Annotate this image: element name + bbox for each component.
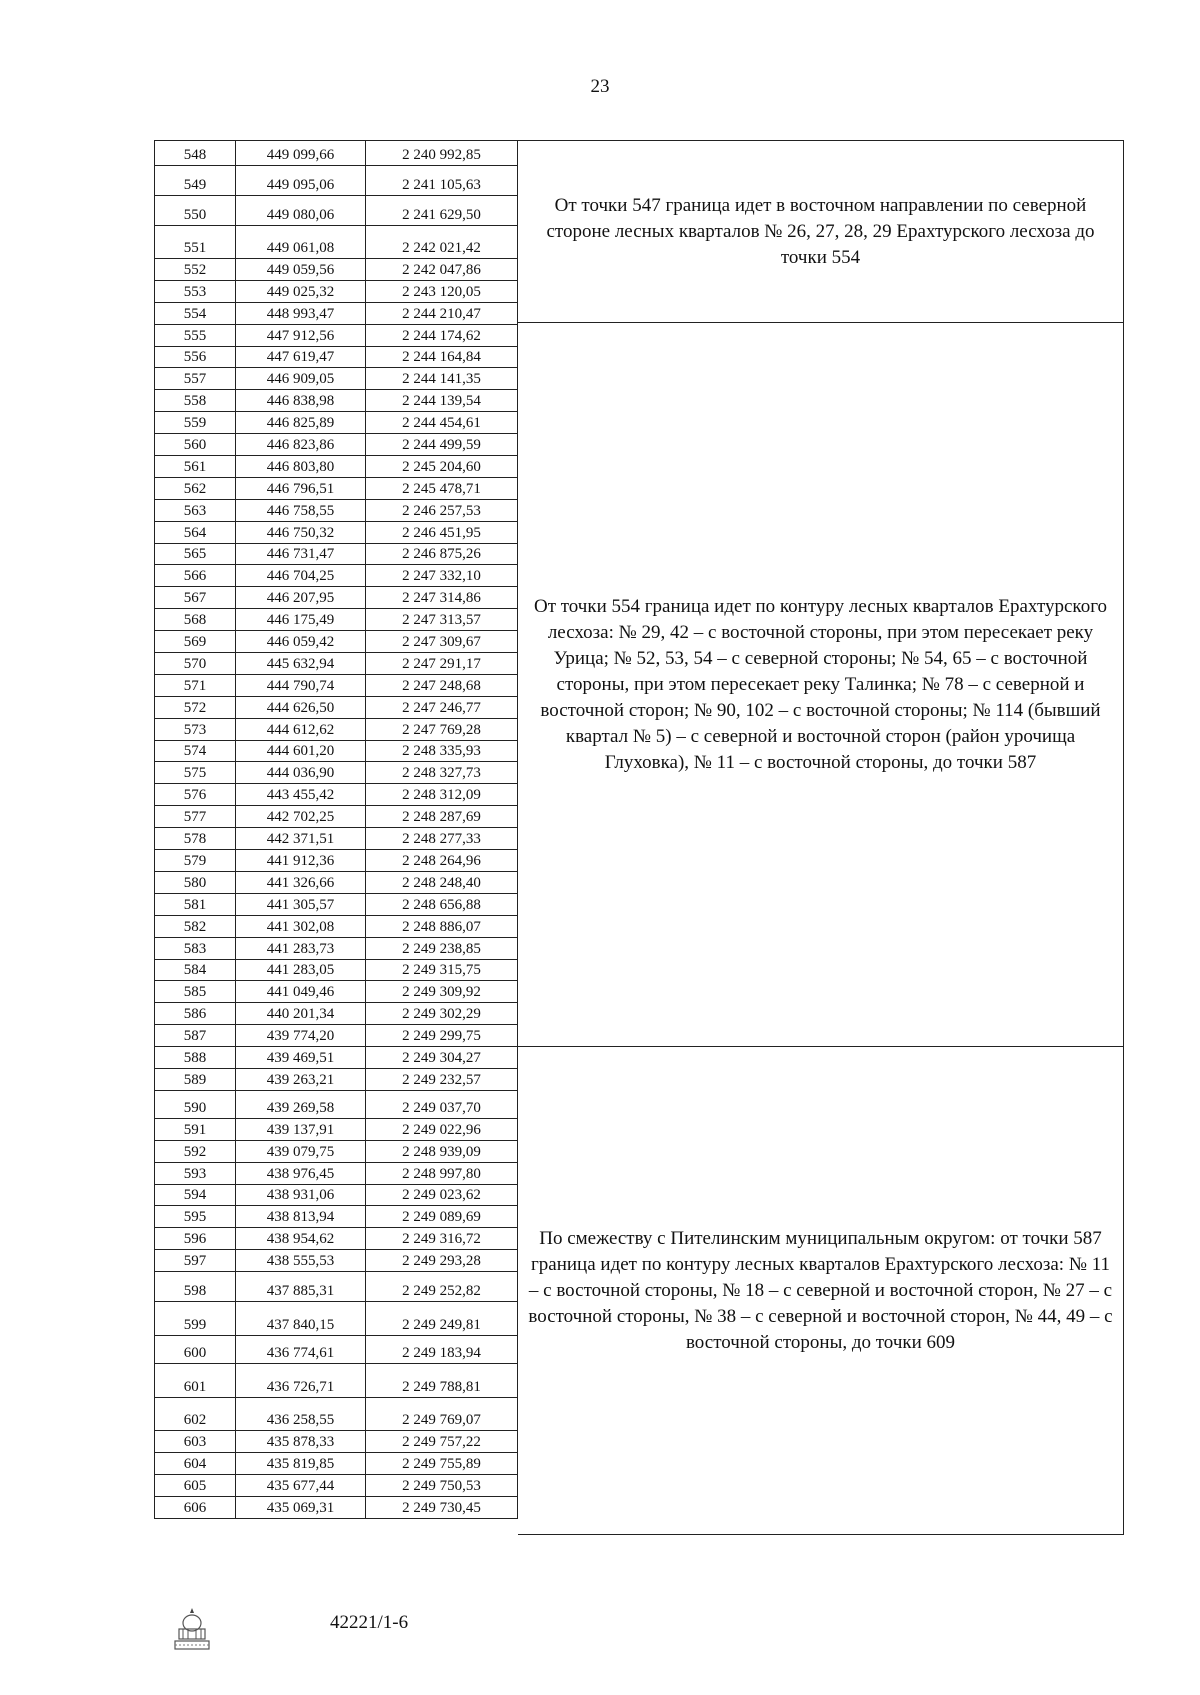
y-coordinate-cell: 2 243 120,05 — [366, 281, 518, 303]
y-coordinate-cell: 2 247 313,57 — [366, 609, 518, 631]
x-coordinate-cell: 442 371,51 — [236, 828, 366, 850]
y-coordinate-cell: 2 244 164,84 — [366, 347, 518, 369]
y-coordinate-cell: 2 248 939,09 — [366, 1141, 518, 1163]
point-number-cell: 605 — [154, 1475, 236, 1497]
table-row — [154, 565, 518, 587]
y-coordinate-cell: 2 249 302,29 — [366, 1003, 518, 1025]
point-number-cell: 596 — [154, 1228, 236, 1250]
point-number-cell: 548 — [154, 140, 236, 166]
x-coordinate-cell: 442 702,25 — [236, 806, 366, 828]
y-coordinate-cell: 2 246 875,26 — [366, 544, 518, 566]
y-coordinate-cell: 2 249 293,28 — [366, 1250, 518, 1272]
x-coordinate-cell: 444 612,62 — [236, 719, 366, 741]
point-number-cell: 569 — [154, 631, 236, 653]
x-coordinate-cell: 438 976,45 — [236, 1163, 366, 1185]
y-coordinate-cell: 2 245 478,71 — [366, 478, 518, 500]
table-row — [154, 226, 518, 259]
table-row — [154, 850, 518, 872]
table-row — [154, 1163, 518, 1185]
x-coordinate-cell: 436 726,71 — [236, 1364, 366, 1398]
table-row — [154, 1047, 518, 1069]
y-coordinate-cell: 2 248 312,09 — [366, 784, 518, 806]
x-coordinate-cell: 448 993,47 — [236, 303, 366, 325]
x-coordinate-cell: 443 455,42 — [236, 784, 366, 806]
document-number: 42221/1-6 — [330, 1612, 409, 1633]
table-row — [154, 762, 518, 784]
point-number-cell: 554 — [154, 303, 236, 325]
table-row — [154, 140, 518, 166]
point-number-cell: 563 — [154, 500, 236, 522]
point-number-cell: 551 — [154, 226, 236, 259]
point-number-cell: 582 — [154, 916, 236, 938]
table-row — [154, 544, 518, 566]
y-coordinate-cell: 2 247 769,28 — [366, 719, 518, 741]
table-row — [154, 1185, 518, 1207]
table-row — [154, 1250, 518, 1272]
table-row — [154, 259, 518, 281]
y-coordinate-cell: 2 245 204,60 — [366, 456, 518, 478]
x-coordinate-cell: 439 137,91 — [236, 1119, 366, 1141]
table-row — [154, 1475, 518, 1497]
table-row — [154, 303, 518, 325]
point-number-cell: 552 — [154, 259, 236, 281]
table-row — [154, 522, 518, 544]
y-coordinate-cell: 2 244 141,35 — [366, 368, 518, 390]
x-coordinate-cell: 440 201,34 — [236, 1003, 366, 1025]
y-coordinate-cell: 2 249 769,07 — [366, 1398, 518, 1431]
boundary-description-cell — [518, 140, 1124, 322]
y-coordinate-cell: 2 240 992,85 — [366, 140, 518, 166]
y-coordinate-cell: 2 249 315,75 — [366, 960, 518, 982]
point-number-cell: 565 — [154, 544, 236, 566]
point-number-cell: 602 — [154, 1398, 236, 1431]
table-row — [154, 1206, 518, 1228]
x-coordinate-cell: 446 758,55 — [236, 500, 366, 522]
point-number-cell: 597 — [154, 1250, 236, 1272]
page-number: 23 — [590, 76, 610, 97]
x-coordinate-cell: 437 885,31 — [236, 1272, 366, 1302]
x-coordinate-cell: 449 061,08 — [236, 226, 366, 259]
y-coordinate-cell: 2 249 309,92 — [366, 981, 518, 1003]
x-coordinate-cell: 438 931,06 — [236, 1185, 366, 1207]
x-coordinate-cell: 449 099,66 — [236, 140, 366, 166]
point-number-cell: 572 — [154, 697, 236, 719]
y-coordinate-cell: 2 249 249,81 — [366, 1302, 518, 1336]
y-coordinate-cell: 2 249 730,45 — [366, 1497, 518, 1519]
boundary-description-cell — [518, 322, 1124, 1046]
point-number-cell: 606 — [154, 1497, 236, 1519]
x-coordinate-cell: 441 302,08 — [236, 916, 366, 938]
point-number-cell: 599 — [154, 1302, 236, 1336]
boundary-description-text: По смежеству с Пителинским муниципальным округом: от точки 587 граница идет по контуру лесных кварталов Ерахтурского лесхоза: № 11 – с восточной стороны, № 18 – с северной и восточной сторон, № 27 – с восточной стороны, № 38 – с северной и восточной сторон, № 44, 49 – с восточной стороны, до точки 609 — [528, 1227, 1113, 1353]
x-coordinate-cell: 447 619,47 — [236, 347, 366, 369]
y-coordinate-cell: 2 249 089,69 — [366, 1206, 518, 1228]
x-coordinate-cell: 449 059,56 — [236, 259, 366, 281]
point-number-cell: 594 — [154, 1185, 236, 1207]
y-coordinate-cell: 2 249 757,22 — [366, 1431, 518, 1453]
x-coordinate-cell: 438 813,94 — [236, 1206, 366, 1228]
point-number-cell: 585 — [154, 981, 236, 1003]
point-number-cell: 578 — [154, 828, 236, 850]
y-coordinate-cell: 2 246 257,53 — [366, 500, 518, 522]
x-coordinate-cell: 435 878,33 — [236, 1431, 366, 1453]
y-coordinate-cell: 2 248 997,80 — [366, 1163, 518, 1185]
y-coordinate-cell: 2 247 332,10 — [366, 565, 518, 587]
table-row — [154, 653, 518, 675]
table-row — [154, 456, 518, 478]
x-coordinate-cell: 444 601,20 — [236, 741, 366, 763]
table-row — [154, 1398, 518, 1431]
x-coordinate-cell: 436 774,61 — [236, 1336, 366, 1364]
x-coordinate-cell: 441 326,66 — [236, 872, 366, 894]
x-coordinate-cell: 444 626,50 — [236, 697, 366, 719]
table-row — [154, 281, 518, 303]
y-coordinate-cell: 2 248 886,07 — [366, 916, 518, 938]
y-coordinate-cell: 2 241 629,50 — [366, 196, 518, 226]
x-coordinate-cell: 449 080,06 — [236, 196, 366, 226]
y-coordinate-cell: 2 248 327,73 — [366, 762, 518, 784]
table-row — [154, 1431, 518, 1453]
x-coordinate-cell: 441 283,73 — [236, 938, 366, 960]
x-coordinate-cell: 446 750,32 — [236, 522, 366, 544]
x-coordinate-cell: 446 838,98 — [236, 390, 366, 412]
x-coordinate-cell: 446 207,95 — [236, 587, 366, 609]
table-row — [154, 1272, 518, 1302]
point-number-cell: 591 — [154, 1119, 236, 1141]
table-row — [154, 981, 518, 1003]
table-row — [154, 368, 518, 390]
table-row — [154, 1497, 518, 1519]
y-coordinate-cell: 2 244 210,47 — [366, 303, 518, 325]
table-row — [154, 587, 518, 609]
table-row — [154, 960, 518, 982]
x-coordinate-cell: 446 825,89 — [236, 412, 366, 434]
table-row — [154, 1302, 518, 1336]
point-number-cell: 560 — [154, 434, 236, 456]
x-coordinate-cell: 447 912,56 — [236, 325, 366, 347]
x-coordinate-cell: 445 632,94 — [236, 653, 366, 675]
table-row — [154, 719, 518, 741]
point-number-cell: 573 — [154, 719, 236, 741]
point-number-cell: 589 — [154, 1069, 236, 1091]
point-number-cell: 598 — [154, 1272, 236, 1302]
x-coordinate-cell: 446 704,25 — [236, 565, 366, 587]
y-coordinate-cell: 2 248 248,40 — [366, 872, 518, 894]
y-coordinate-cell: 2 247 314,86 — [366, 587, 518, 609]
point-number-cell: 566 — [154, 565, 236, 587]
table-row — [154, 894, 518, 916]
x-coordinate-cell: 444 036,90 — [236, 762, 366, 784]
point-number-cell: 587 — [154, 1025, 236, 1047]
x-coordinate-cell: 436 258,55 — [236, 1398, 366, 1431]
table-row — [154, 784, 518, 806]
point-number-cell: 553 — [154, 281, 236, 303]
y-coordinate-cell: 2 249 304,27 — [366, 1047, 518, 1069]
y-coordinate-cell: 2 247 291,17 — [366, 653, 518, 675]
y-coordinate-cell: 2 249 183,94 — [366, 1336, 518, 1364]
table-row — [154, 741, 518, 763]
point-number-cell: 555 — [154, 325, 236, 347]
y-coordinate-cell: 2 242 021,42 — [366, 226, 518, 259]
y-coordinate-cell: 2 249 788,81 — [366, 1364, 518, 1398]
table-row — [154, 872, 518, 894]
point-number-cell: 564 — [154, 522, 236, 544]
x-coordinate-cell: 446 823,86 — [236, 434, 366, 456]
y-coordinate-cell: 2 244 174,62 — [366, 325, 518, 347]
y-coordinate-cell: 2 244 454,61 — [366, 412, 518, 434]
point-number-cell: 601 — [154, 1364, 236, 1398]
point-number-cell: 550 — [154, 196, 236, 226]
boundary-description-cell — [518, 1046, 1124, 1535]
table-row — [154, 1453, 518, 1475]
point-number-cell: 586 — [154, 1003, 236, 1025]
point-number-cell: 579 — [154, 850, 236, 872]
y-coordinate-cell: 2 249 022,96 — [366, 1119, 518, 1141]
x-coordinate-cell: 435 677,44 — [236, 1475, 366, 1497]
table-row — [154, 196, 518, 226]
x-coordinate-cell: 446 175,49 — [236, 609, 366, 631]
x-coordinate-cell: 446 803,80 — [236, 456, 366, 478]
table-row — [154, 325, 518, 347]
table-row — [154, 828, 518, 850]
y-coordinate-cell: 2 249 232,57 — [366, 1069, 518, 1091]
point-number-cell: 603 — [154, 1431, 236, 1453]
y-coordinate-cell: 2 247 248,68 — [366, 675, 518, 697]
y-coordinate-cell: 2 242 047,86 — [366, 259, 518, 281]
x-coordinate-cell: 438 954,62 — [236, 1228, 366, 1250]
point-number-cell: 576 — [154, 784, 236, 806]
table-row — [154, 478, 518, 500]
point-number-cell: 568 — [154, 609, 236, 631]
point-number-cell: 584 — [154, 960, 236, 982]
table-row — [154, 1119, 518, 1141]
y-coordinate-cell: 2 249 750,53 — [366, 1475, 518, 1497]
x-coordinate-cell: 439 263,21 — [236, 1069, 366, 1091]
x-coordinate-cell: 439 469,51 — [236, 1047, 366, 1069]
boundary-description-text: От точки 554 граница идет по контуру лесных кварталов Ерахтурского лесхоза: № 29, 42 – с восточной стороны, при этом пересекает реку Урица; № 52, 53, 54 – с северной стороны; № 54, 65 – с восточной стороны, при этом пересекает реку Талинка; № 78 – с северной и восточной сторон; № 90, 102 – с восточной стороны; № 114 (бывший квартал № 5) – с северной и восточной сторон (район урочища Глуховка), № 11 – с восточной стороны, до точки 587 — [533, 595, 1108, 773]
point-number-cell: 556 — [154, 347, 236, 369]
x-coordinate-cell: 449 025,32 — [236, 281, 366, 303]
table-row — [154, 1003, 518, 1025]
y-coordinate-cell: 2 241 105,63 — [366, 166, 518, 196]
point-number-cell: 571 — [154, 675, 236, 697]
table-row — [154, 1025, 518, 1047]
table-row — [154, 434, 518, 456]
table-row — [154, 1228, 518, 1250]
y-coordinate-cell: 2 244 499,59 — [366, 434, 518, 456]
table-row — [154, 1141, 518, 1163]
x-coordinate-cell: 446 796,51 — [236, 478, 366, 500]
x-coordinate-cell: 439 774,20 — [236, 1025, 366, 1047]
x-coordinate-cell: 446 059,42 — [236, 631, 366, 653]
x-coordinate-cell: 435 069,31 — [236, 1497, 366, 1519]
x-coordinate-cell: 437 840,15 — [236, 1302, 366, 1336]
x-coordinate-cell: 441 912,36 — [236, 850, 366, 872]
boundary-description-text: От точки 547 граница идет в восточном направлении по северной стороне лесных кварталов № 26, 27, 28, 29 Ерахтурского лесхоза до точки 554 — [546, 194, 1095, 268]
point-number-cell: 577 — [154, 806, 236, 828]
table-row — [154, 347, 518, 369]
point-number-cell: 558 — [154, 390, 236, 412]
table-row — [154, 697, 518, 719]
point-number-cell: 588 — [154, 1047, 236, 1069]
point-number-cell: 561 — [154, 456, 236, 478]
x-coordinate-cell: 446 909,05 — [236, 368, 366, 390]
table-row — [154, 1336, 518, 1364]
x-coordinate-cell: 439 079,75 — [236, 1141, 366, 1163]
x-coordinate-cell: 441 049,46 — [236, 981, 366, 1003]
y-coordinate-cell: 2 248 277,33 — [366, 828, 518, 850]
point-number-cell: 574 — [154, 741, 236, 763]
y-coordinate-cell: 2 248 656,88 — [366, 894, 518, 916]
point-number-cell: 592 — [154, 1141, 236, 1163]
table-row — [154, 166, 518, 196]
x-coordinate-cell: 435 819,85 — [236, 1453, 366, 1475]
table-row — [154, 938, 518, 960]
point-number-cell: 567 — [154, 587, 236, 609]
point-number-cell: 600 — [154, 1336, 236, 1364]
point-number-cell: 581 — [154, 894, 236, 916]
table-row — [154, 675, 518, 697]
table-row — [154, 412, 518, 434]
y-coordinate-cell: 2 249 023,62 — [366, 1185, 518, 1207]
y-coordinate-cell: 2 249 316,72 — [366, 1228, 518, 1250]
y-coordinate-cell: 2 249 037,70 — [366, 1091, 518, 1119]
y-coordinate-cell: 2 246 451,95 — [366, 522, 518, 544]
x-coordinate-cell: 441 305,57 — [236, 894, 366, 916]
x-coordinate-cell: 438 555,53 — [236, 1250, 366, 1272]
table-row — [154, 609, 518, 631]
x-coordinate-cell: 439 269,58 — [236, 1091, 366, 1119]
point-number-cell: 557 — [154, 368, 236, 390]
table-row — [154, 1091, 518, 1119]
y-coordinate-cell: 2 247 309,67 — [366, 631, 518, 653]
table-row — [154, 1364, 518, 1398]
table-row — [154, 631, 518, 653]
y-coordinate-cell: 2 249 755,89 — [366, 1453, 518, 1475]
table-row — [154, 806, 518, 828]
y-coordinate-cell: 2 247 246,77 — [366, 697, 518, 719]
point-number-cell: 570 — [154, 653, 236, 675]
point-number-cell: 593 — [154, 1163, 236, 1185]
point-number-cell: 559 — [154, 412, 236, 434]
point-number-cell: 604 — [154, 1453, 236, 1475]
x-coordinate-cell: 444 790,74 — [236, 675, 366, 697]
table-row — [154, 916, 518, 938]
point-number-cell: 590 — [154, 1091, 236, 1119]
table-row — [154, 500, 518, 522]
point-number-cell: 583 — [154, 938, 236, 960]
y-coordinate-cell: 2 248 287,69 — [366, 806, 518, 828]
emblem-stamp-icon — [170, 1605, 214, 1653]
y-coordinate-cell: 2 249 299,75 — [366, 1025, 518, 1047]
x-coordinate-cell: 441 283,05 — [236, 960, 366, 982]
table-row — [154, 390, 518, 412]
y-coordinate-cell: 2 244 139,54 — [366, 390, 518, 412]
y-coordinate-cell: 2 249 252,82 — [366, 1272, 518, 1302]
point-number-cell: 549 — [154, 166, 236, 196]
y-coordinate-cell: 2 248 335,93 — [366, 741, 518, 763]
coordinates-column-group — [154, 140, 518, 1519]
y-coordinate-cell: 2 248 264,96 — [366, 850, 518, 872]
point-number-cell: 575 — [154, 762, 236, 784]
x-coordinate-cell: 449 095,06 — [236, 166, 366, 196]
point-number-cell: 595 — [154, 1206, 236, 1228]
point-number-cell: 580 — [154, 872, 236, 894]
y-coordinate-cell: 2 249 238,85 — [366, 938, 518, 960]
table-row — [154, 1069, 518, 1091]
x-coordinate-cell: 446 731,47 — [236, 544, 366, 566]
point-number-cell: 562 — [154, 478, 236, 500]
